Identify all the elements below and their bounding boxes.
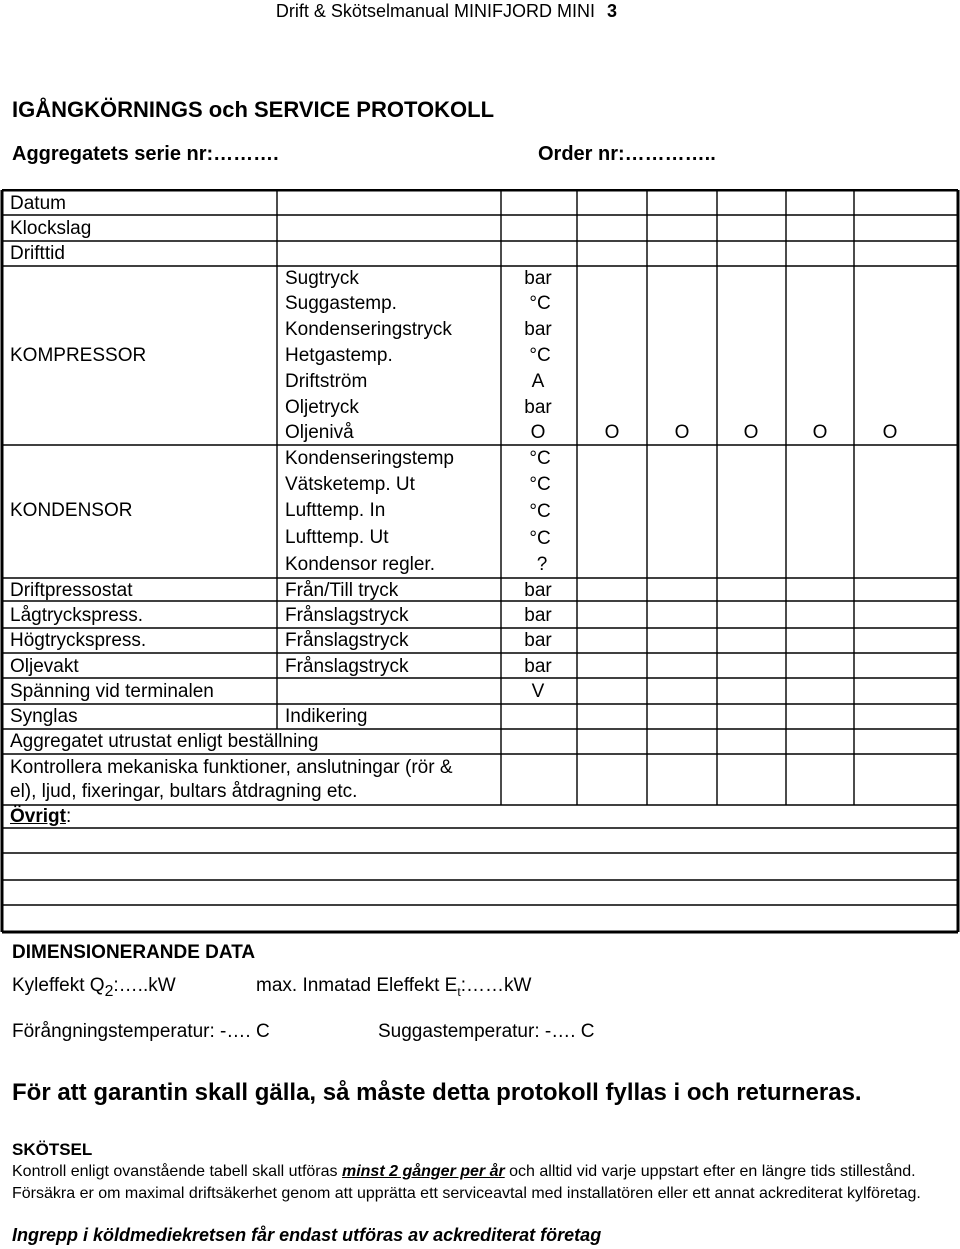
section-kompressor: KOMPRESSOR: [10, 345, 147, 366]
param-kondenseringstemp: Kondenseringstemp: [285, 448, 454, 469]
serial-number-label: Aggregatets serie nr:……….: [12, 143, 279, 165]
skotsel-text: [12, 1161, 952, 1205]
unit-celsius: [510, 474, 570, 496]
suggastemperatur-field: Suggastemperatur: -…. C: [378, 1021, 595, 1042]
kyleffekt-field: [12, 975, 176, 1001]
kyleffekt-suffix: :…..kW: [113, 975, 176, 996]
celsius-label: C: [536, 528, 551, 549]
page-header: [276, 0, 617, 22]
celsius-label: C: [536, 293, 551, 314]
param-fran-till-tryck: Från/Till tryck: [285, 580, 399, 601]
row-label-kontrollera-line2: el), ljud, fixeringar, bultars åtdragning etc.: [10, 781, 358, 802]
row-label-drifttid: Drifttid: [10, 243, 65, 264]
row-label-utrustat: Aggregatet utrustat enligt beställning: [10, 731, 319, 752]
protocol-table-grid: [0, 189, 960, 934]
page-number: 3: [606, 1, 617, 21]
unit-question: ?: [536, 554, 548, 575]
skotsel-emphasis: minst 2 gånger per år: [341, 1163, 505, 1180]
unit-bar: bar: [524, 605, 552, 626]
unit-celsius: [510, 501, 570, 523]
unit-celsius: [510, 345, 570, 367]
row-label-lagtryckspress: Lågtryckspress.: [10, 605, 144, 626]
param-lufttemp-ut: Lufttemp. Ut: [285, 527, 389, 548]
param-sugtryck: Sugtryck: [285, 268, 359, 289]
param-franslagstryck-lag: Frånslagstryck: [285, 605, 409, 626]
skotsel-text-before: Kontroll enligt ovanstående tabell skall utföras: [12, 1163, 342, 1180]
degree-sign: °: [529, 528, 537, 549]
oil-level-mark: O: [530, 422, 546, 443]
unit-celsius: [510, 293, 570, 315]
inmatad-suffix: :……kW: [460, 975, 532, 996]
row-label-oljevakt: Oljevakt: [10, 656, 79, 677]
param-indikering: Indikering: [285, 706, 368, 727]
protocol-title: IGÅNGKÖRNINGS och SERVICE PROTOKOLL: [12, 97, 495, 122]
skotsel-heading: SKÖTSEL: [12, 1140, 93, 1159]
degree-sign: °: [529, 501, 537, 522]
manual-title: Drift & Skötselmanual MINIFJORD MINI: [275, 1, 595, 21]
ovrigt-colon: :: [65, 806, 72, 827]
row-label-synglas: Synglas: [10, 706, 78, 727]
row-label-driftpressostat: Driftpressostat: [10, 580, 133, 601]
param-suggastemp: Suggastemp.: [285, 293, 397, 314]
unit-bar: bar: [524, 319, 552, 340]
kyleffekt-prefix: Kyleffekt Q: [12, 975, 105, 996]
unit-bar: bar: [524, 630, 552, 651]
unit-volt: V: [531, 681, 545, 702]
row-label-hogtryckspress: Högtryckspress.: [10, 630, 147, 651]
unit-bar: bar: [524, 580, 552, 601]
row-label-spanning: Spänning vid terminalen: [10, 681, 214, 702]
celsius-label: C: [536, 448, 551, 469]
param-vatsketemp: Vätsketemp. Ut: [285, 474, 415, 495]
unit-ampere: A: [531, 371, 545, 392]
inmatad-subscript: t: [457, 984, 461, 999]
param-oljeniva: Oljenivå: [285, 422, 354, 443]
row-label-ovrigt: [10, 806, 71, 828]
oil-level-mark: O: [674, 422, 690, 443]
oil-level-mark: O: [604, 422, 620, 443]
section-kondensor: KONDENSOR: [10, 500, 133, 521]
param-franslagstryck-olje: Frånslagstryck: [285, 656, 409, 677]
unit-bar: bar: [524, 397, 552, 418]
unit-celsius: [510, 448, 570, 470]
inmatad-eleffekt-field: [256, 975, 531, 999]
forangningstemperatur-field: Förångningstemperatur: -…. C: [12, 1021, 270, 1042]
param-oljetryck: Oljetryck: [285, 397, 359, 418]
ovrigt-label: Övrigt: [10, 806, 66, 827]
oil-level-mark: O: [812, 422, 828, 443]
row-label-klockslag: Klockslag: [10, 218, 92, 239]
param-hetgastemp: Hetgastemp.: [285, 345, 393, 366]
dimensions-heading: DIMENSIONERANDE DATA: [12, 942, 256, 963]
unit-celsius: [510, 528, 570, 550]
param-kondenseringstryck: Kondenseringstryck: [285, 319, 452, 340]
celsius-label: C: [536, 501, 551, 522]
unit-bar: bar: [524, 656, 552, 677]
param-lufttemp-in: Lufttemp. In: [285, 500, 386, 521]
oil-level-mark: O: [743, 422, 759, 443]
degree-sign: °: [529, 293, 537, 314]
param-driftstrom: Driftström: [285, 371, 368, 392]
unit-bar: bar: [524, 268, 552, 289]
param-franslagstryck-hog: Frånslagstryck: [285, 630, 409, 651]
kyleffekt-subscript: 2: [104, 982, 114, 1000]
row-label-kontrollera-line1: Kontrollera mekaniska funktioner, anslutningar (rör &: [10, 757, 453, 778]
param-kondensor-regler: Kondensor regler.: [285, 554, 435, 575]
celsius-label: C: [536, 474, 551, 495]
degree-sign: °: [529, 448, 537, 469]
celsius-label: C: [536, 345, 551, 366]
order-number-label: Order nr:…………..: [538, 143, 716, 165]
row-label-datum: Datum: [10, 193, 66, 214]
oil-level-mark: O: [882, 422, 898, 443]
skotsel-text-after: och alltid vid varje uppstart efter en längre tids stillestånd. Försäkra er om maximal driftsäkerhet genom att upprätta ett serviceavtal med installatören eller ett annat ackrediterat kylföretag.: [12, 1163, 921, 1202]
inmatad-prefix: max. Inmatad Eleffekt E: [256, 975, 458, 996]
degree-sign: °: [529, 345, 537, 366]
final-note: Ingrepp i köldmediekretsen får endast utföras av ackrediterat företag: [12, 1225, 602, 1245]
guarantee-notice: För att garantin skall gälla, så måste detta protokoll fyllas i och returneras.: [12, 1079, 862, 1106]
degree-sign: °: [529, 474, 537, 495]
